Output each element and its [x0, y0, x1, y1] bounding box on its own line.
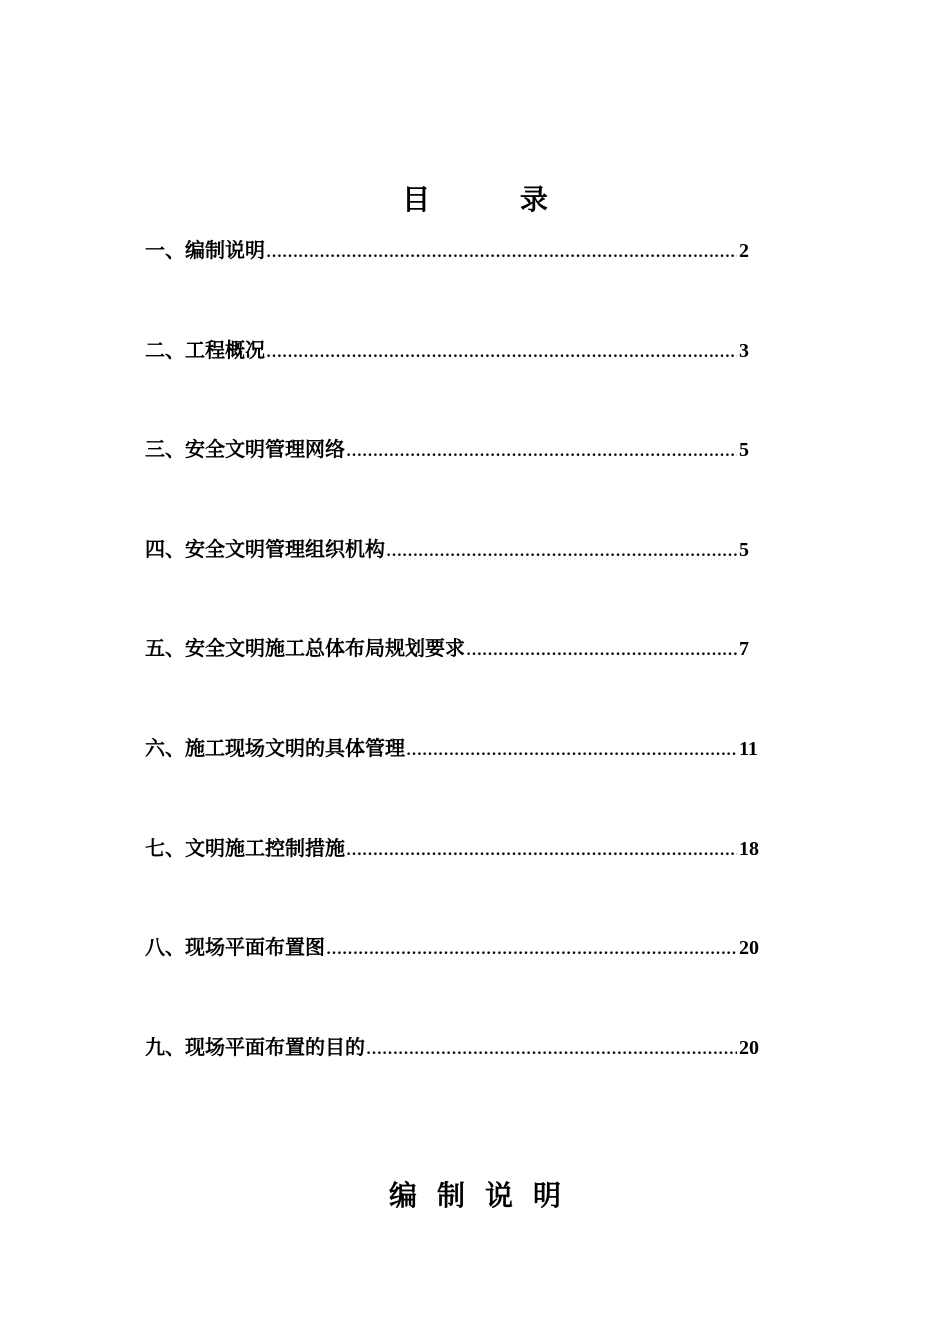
toc-entry[interactable]: [145, 529, 765, 629]
toc-page-number: 20: [739, 937, 759, 960]
toc-dot-leader: [386, 532, 737, 572]
toc-entry[interactable]: [145, 330, 765, 430]
toc-dot-leader: [266, 233, 737, 273]
toc-entry[interactable]: [145, 230, 765, 330]
toc-page-number: 2: [739, 240, 749, 262]
toc-entry-label: 一、编制说明: [145, 238, 265, 262]
toc-dot-leader: [346, 831, 737, 871]
toc-entry-label: 五、安全文明施工总体布局规划要求: [145, 636, 465, 661]
toc-entry[interactable]: [145, 728, 765, 828]
toc-page-number: 5: [739, 538, 749, 561]
toc-dot-leader: [406, 731, 737, 771]
toc-entry-label: 七、文明施工控制措施: [145, 835, 345, 860]
toc-entry[interactable]: [145, 828, 765, 928]
toc-page-number: 11: [739, 737, 758, 760]
toc-entry[interactable]: [145, 628, 765, 728]
toc-entry-label: 四、安全文明管理组织机构: [145, 536, 385, 561]
toc-title: 目 录: [402, 183, 588, 216]
toc-entry-label: 八、现场平面布置图: [145, 935, 325, 960]
toc-page-number: 3: [739, 339, 749, 362]
toc-dot-leader: [366, 1030, 737, 1070]
toc-entry-label: 二、工程概况: [145, 337, 265, 362]
toc-page-number: 20: [739, 1036, 759, 1059]
toc-dot-leader: [346, 432, 737, 472]
toc-dot-leader: [326, 930, 737, 970]
toc-entry-label: 三、安全文明管理网络: [145, 437, 345, 462]
toc-dot-leader: [266, 333, 737, 373]
toc-entry-label: 九、现场平面布置的目的: [145, 1034, 365, 1059]
section-heading: 编制说明: [388, 1179, 581, 1212]
toc-dot-leader: [466, 631, 737, 671]
toc-list: [145, 230, 765, 1126]
toc-entry[interactable]: [145, 1027, 765, 1127]
toc-entry[interactable]: [145, 429, 765, 529]
toc-page-number: 7: [739, 638, 749, 661]
toc-page-number: 5: [739, 439, 749, 462]
toc-entry[interactable]: [145, 927, 765, 1027]
toc-entry-label: 六、施工现场文明的具体管理: [145, 735, 405, 760]
toc-page-number: 18: [739, 837, 759, 860]
